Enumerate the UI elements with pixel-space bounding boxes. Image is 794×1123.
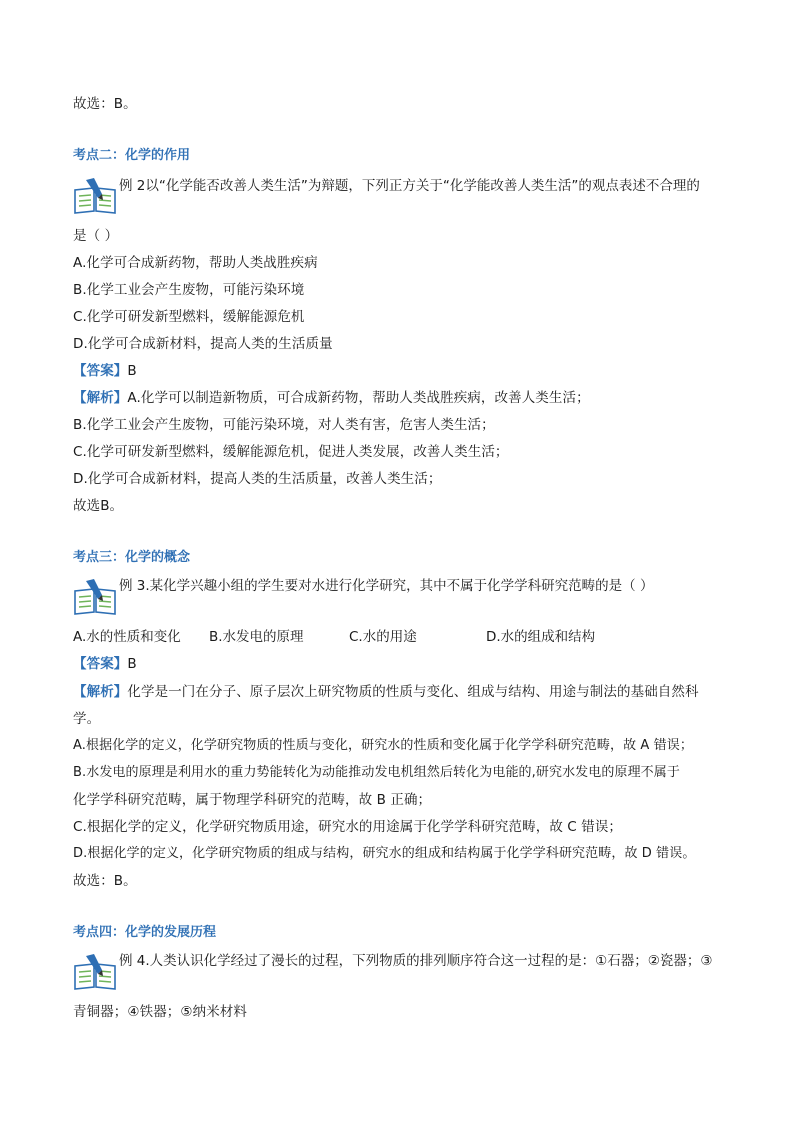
option-a-q3: A.水的性质和变化 bbox=[73, 629, 181, 645]
section-title-q3: 考点三：化学的概念 bbox=[73, 550, 191, 565]
option-d-q3: D.水的组成和结构 bbox=[486, 629, 596, 645]
answer-label-q2: 【答案】 bbox=[73, 363, 128, 379]
section-title-q4: 考点四：化学的发展历程 bbox=[73, 925, 217, 940]
conclusion-q3: 故选：B。 bbox=[73, 873, 137, 889]
option-c-q3: C.水的用途 bbox=[349, 629, 417, 645]
analysis-q3-line6: C.根据化学的定义，化学研究物质用途，研究水的用途属于化学学科研究范畴，故 C 错误； bbox=[73, 819, 623, 835]
analysis-q3-line3: A.根据化学的定义，化学研究物质的性质与变化，研究水的性质和变化属于化学学科研究范畴，故 A 错误； bbox=[73, 738, 693, 753]
answer-label-q3: 【答案】 bbox=[73, 656, 128, 672]
analysis-label-q3: 【解析】 bbox=[73, 684, 128, 700]
question-q4-line2: 青铜器；④铁器；⑤纳米材料 bbox=[73, 1004, 248, 1020]
book-pencil-icon bbox=[72, 952, 118, 992]
analysis-q3-line1: 【解析】化学是一门在分子、原子层次上研究物质的性质与变化、组成与结构、用途与制法的基础自然科 bbox=[73, 684, 699, 700]
analysis-q3-line7: D.根据化学的定义，化学研究物质的组成与结构，研究水的组成和结构属于化学学科研究范畴，故 D 错误。 bbox=[73, 846, 696, 861]
question-q2-line2: 是（ ） bbox=[73, 228, 119, 244]
analysis-q2-line4: D.化学可合成新材料，提高人类的生活质量，改善人类生活； bbox=[73, 471, 442, 487]
book-pencil-icon bbox=[72, 577, 118, 617]
question-q2-line1: 例 2以“化学能否改善人类生活”为辩题，下列正方关于“化学能改善人类生活”的观点表述不合理的 bbox=[119, 178, 700, 194]
analysis-q3-line2: 学。 bbox=[73, 711, 101, 727]
analysis-q2-line3: C.化学可研发新型燃料，缓解能源危机，促进人类发展，改善人类生活； bbox=[73, 444, 509, 460]
question-q3-line1: 例 3.某化学兴趣小组的学生要对水进行化学研究，其中不属于化学学科研究范畴的是（ ） bbox=[119, 578, 654, 594]
option-c-q2: C.化学可研发新型燃料，缓解能源危机 bbox=[73, 309, 305, 325]
option-b-q3: B.水发电的原理 bbox=[209, 629, 304, 645]
prev-conclusion: 故选：B。 bbox=[73, 96, 137, 112]
option-b-q2: B.化学工业会产生废物，可能污染环境 bbox=[73, 282, 305, 298]
analysis-q3-line5: 化学学科研究范畴，属于物理学科研究的范畴，故 B 正确； bbox=[73, 792, 432, 808]
analysis-q2-line1: 【解析】A.化学可以制造新物质，可合成新药物，帮助人类战胜疾病，改善人类生活； bbox=[73, 390, 590, 406]
book-pencil-icon bbox=[72, 176, 118, 216]
answer-q3 bbox=[73, 655, 137, 673]
answer-q2 bbox=[73, 362, 137, 380]
option-a-q2: A.化学可合成新药物，帮助人类战胜疾病 bbox=[73, 255, 318, 271]
section-title-q2: 考点二：化学的作用 bbox=[73, 148, 191, 163]
question-q4-line1: 例 4.人类认识化学经过了漫长的过程，下列物质的排列顺序符合这一过程的是：①石器；②瓷器；③ bbox=[119, 953, 713, 969]
answer-value-q2: B bbox=[127, 363, 137, 379]
analysis-q3-line4: B.水发电的原理是利用水的重力势能转化为动能推动发电机组然后转化为电能的,研究水发电的原理不属于 bbox=[73, 765, 680, 780]
option-d-q2: D.化学可合成新材料，提高人类的生活质量 bbox=[73, 336, 333, 352]
conclusion-q2: 故选B。 bbox=[73, 498, 124, 514]
answer-value-q3: B bbox=[127, 656, 137, 672]
analysis-q2-line2: B.化学工业会产生废物，可能污染环境，对人类有害，危害人类生活； bbox=[73, 417, 495, 433]
analysis-label-q2: 【解析】 bbox=[73, 390, 128, 406]
